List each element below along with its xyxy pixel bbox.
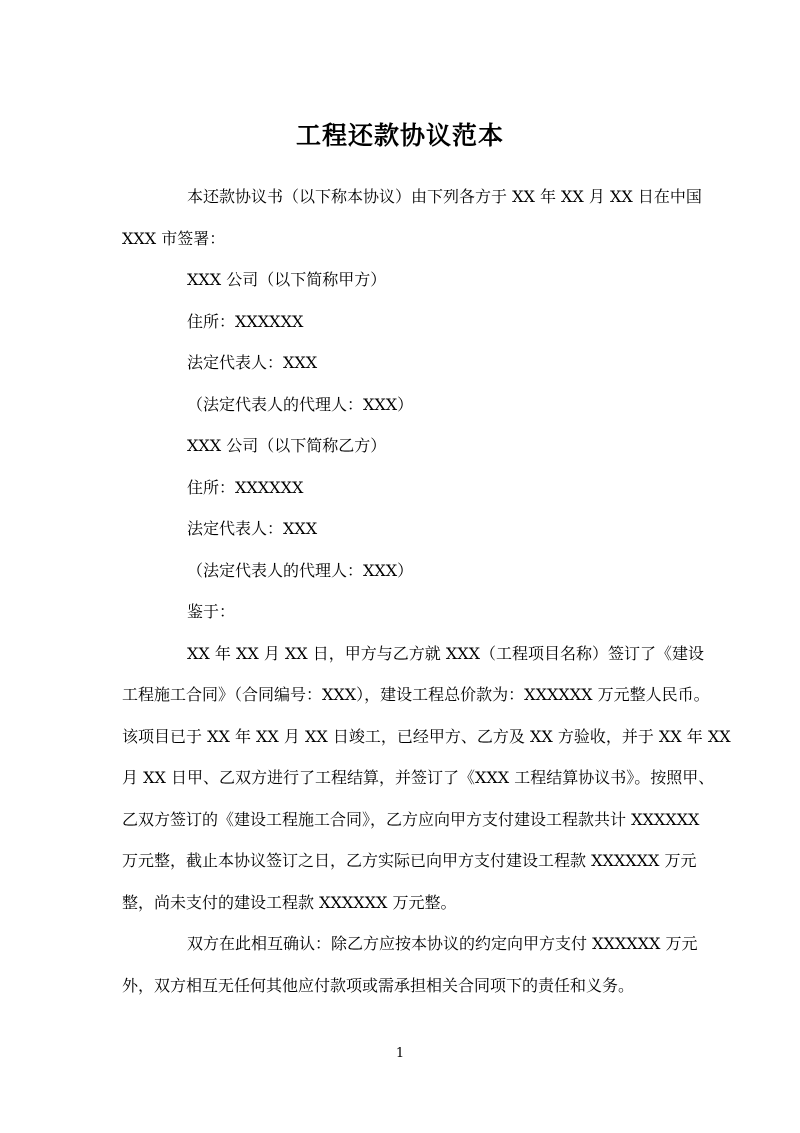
paragraph-line: XXX 市签署： [122,228,226,248]
paragraph-line: 本还款协议书（以下称本协议）由下列各方于 XX 年 XX 月 XX 日在中国 [187,187,702,206]
paragraph-line: 万元整，截止本协议签订之日，乙方实际已向甲方支付建设工程款 XXXXXX 万元 [122,851,697,870]
party-b-agent: （法定代表人的代理人：XXX） [187,560,414,580]
party-a-representative: 法定代表人：XXX [187,353,318,372]
page-number: 1 [395,1046,405,1061]
party-a-agent: （法定代表人的代理人：XXX） [187,394,414,414]
paragraph-line: 双方在此相互确认：除乙方应按本协议的约定向甲方支付 XXXXXX 万元 [187,934,698,953]
paragraph-line: 整，尚未支付的建设工程款 XXXXXX 万元整。 [122,892,457,912]
paragraph-line: XX 年 XX 月 XX 日，甲方与乙方就 XXX（工程项目名称）签订了《建设 [187,643,705,663]
party-b-representative: 法定代表人：XXX [187,519,318,538]
document-title: 工程还款协议范本 [295,121,504,150]
document-body [122,176,731,1006]
party-b-name: XXX 公司（以下简称乙方） [187,436,387,455]
whereas-heading: 鉴于： [187,602,236,621]
paragraph-line: 该项目已于 XX 年 XX 月 XX 日竣工，已经甲方、乙方及 XX 方验收，并于 XX 年 XX [122,726,731,746]
party-b-address: 住所：XXXXXX [187,477,304,497]
paragraph-line: 乙双方签订的《建设工程施工合同》，乙方应向甲方支付建设工程款共计 XXXXXX [122,809,700,829]
party-a-name: XXX 公司（以下简称甲方） [187,270,387,289]
party-a-address: 住所：XXXXXX [187,311,304,331]
paragraph-line: 月 XX 日甲、乙双方进行了工程结算，并签订了《XXX 工程结算协议书》。按照甲、 [122,768,715,787]
paragraph-line: 工程施工合同》（合同编号：XXX），建设工程总价款为：XXXXXX 万元整人民币。 [122,685,710,704]
paragraph-line: 外，双方相互无任何其他应付款项或需承担相关合同项下的责任和义务。 [122,975,635,995]
